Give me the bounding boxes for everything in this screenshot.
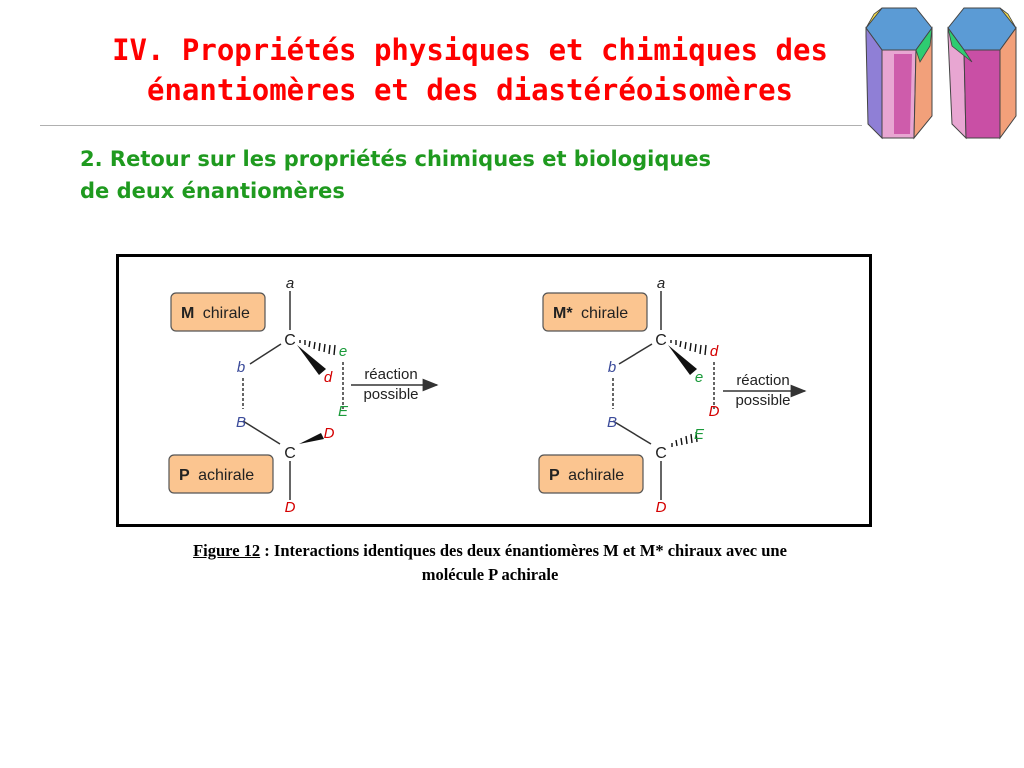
m-label: M [181, 305, 195, 322]
right-panel [539, 275, 805, 516]
reaction-label-2-right: possible [735, 392, 791, 409]
label-wedge-low: D [323, 425, 335, 442]
svg-text:M chirale [181, 305, 250, 322]
reaction-label-1-right: réaction [736, 372, 790, 389]
m-star-chirale-label: chirale [581, 305, 629, 322]
slide-title [40, 30, 900, 110]
svg-text:M* chirale [553, 305, 628, 322]
svg-text:P achirale [549, 467, 624, 484]
label-a-right: a [656, 275, 666, 292]
figure-caption [120, 539, 860, 587]
p-label-right: P [549, 467, 560, 484]
enantiomer-interaction-diagram [119, 257, 869, 524]
p-label: P [179, 467, 190, 484]
wedge-bond [297, 345, 326, 375]
label-bottom: D [284, 499, 296, 516]
caption-line-2: molécule P achirale [421, 565, 559, 584]
p-achirale-label: achirale [198, 467, 255, 484]
crystal-left-icon [864, 6, 934, 140]
label-a: a [285, 275, 295, 292]
carbon-bottom-right: C [655, 445, 667, 462]
label-hashed-up-right: d [709, 343, 719, 360]
crystal-right-icon [946, 6, 1018, 140]
label-b: b [236, 359, 246, 376]
m-chirale-label: chirale [202, 305, 250, 322]
section-subtitle [80, 143, 840, 207]
figure-reference: Figure 12 [193, 541, 261, 560]
label-wedge-up: d [323, 369, 333, 386]
wedge-bond-lower [299, 433, 324, 444]
label-wedge-low-right: E [693, 426, 705, 443]
reaction-label-1: réaction [364, 366, 418, 383]
label-dashed-low-right: D [708, 403, 720, 420]
figure-12-box [116, 254, 872, 527]
svg-text:P achirale [179, 467, 254, 484]
left-panel [169, 275, 437, 516]
reaction-label-2: possible [363, 386, 419, 403]
title-line-1: IV. Propriétés physiques et chimiques des [112, 33, 828, 67]
label-dashed-low: E [337, 403, 349, 420]
label-bottom-right: D [655, 499, 667, 516]
carbon-top-right: C [655, 332, 667, 349]
m-star-label: M* [553, 305, 573, 322]
label-B: B [235, 414, 247, 431]
subtitle-line-1: 2. Retour sur les propriétés chimiques et biologiques [80, 147, 712, 171]
carbon-bottom: C [284, 445, 296, 462]
wedge-bond-right [668, 345, 697, 375]
carbon-top: C [284, 332, 296, 349]
caption-line-1 [120, 539, 860, 563]
label-B-right: B [606, 414, 618, 431]
caption-text: : Interactions identiques des deux énantiomères M et M* chiraux avec une [260, 541, 787, 560]
title-divider [40, 125, 862, 126]
title-line-2: énantiomères et des diastéréoisomères [146, 73, 793, 107]
p-achirale-label-right: achirale [568, 467, 625, 484]
subtitle-line-2: de deux énantiomères [80, 179, 345, 203]
label-b-right: b [607, 359, 617, 376]
label-wedge-up-right: e [694, 369, 704, 386]
label-hashed-up: e [338, 343, 348, 360]
